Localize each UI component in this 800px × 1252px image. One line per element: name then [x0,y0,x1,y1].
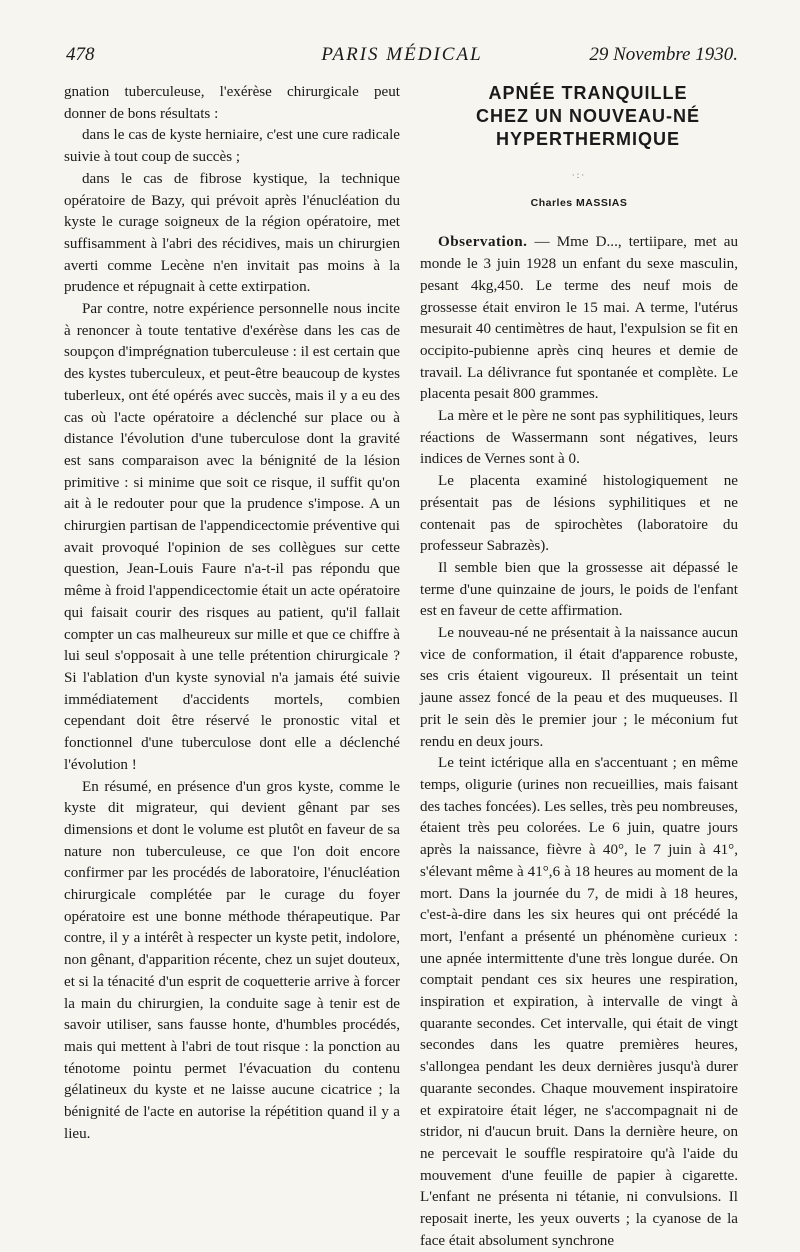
right-column [420,82,738,1252]
journal-title: PARIS MÉDICAL [321,44,483,65]
title-line: CHEZ UN NOUVEAU-NÉ [475,106,700,126]
running-header [66,44,738,72]
title-line: APNÉE TRANQUILLE [488,83,688,103]
title-line: HYPERTHERMIQUE [495,129,680,149]
ornament: ·:· [571,170,587,180]
observation-paragraph [420,232,738,406]
issue-date: 29 Novembre 1930. [589,44,738,65]
left-column [64,82,400,1145]
page-number: 478 [66,44,95,65]
paragraph: dans le cas de kyste herniaire, c'est une cure radicale suivie à tout coup de succès ; [64,127,400,166]
paragraph: Le teint ictérique alla en s'accentuant ; en même temps, oligurie (urines non recueillies, mais faisant des taches foncées). Les selles, très peu nombreuses, étaient très peu colorées. Le 6 juin, quatre jours après la naissance, fièvre à 40°, le 7 juin à 41°, s'élevant même à 41°,6 à 18 heures au moment de la mort. Dans la journée du 7, de midi à 18 heures, c'est-à-dire dans les six heures qui ont précédé la mort, l'enfant a présenté un phénomène curieux : une apnée intermittente d'une très longue durée. On comptait pendant ces six heures une respiration, inspiration et expiration, à intervalle de vingt à quarante secondes. Cet intervalle, qui était de vingt secondes dans les quatre premières heures, s'allongea pendant les deux dernières jusqu'à durer quarante secondes. Chaque mouvement inspiratoire et expiratoire était léger, ne s'accompagnait ni de stridor, ni d'aucun bruit. Dans la dernière heure, on ne percevait le souffle respiratoire qu'à l'aide du mouvement d'une feuille de papier à cigarette. L'enfant ne présenta ni tétanie, ni convulsions. Il reposait inerte, les yeux ouverts ; la cyanose de la face était absolument synchrone [420,755,738,1249]
paragraph: Le nouveau-né ne présentait à la naissance aucun vice de conformation, il était d'apparence robuste, ses cris étaient vigoureux. Il présentait un teint jaune assez foncé de la peau et des muqueuses. Il prit le sein dès le premier jour ; le méconium fut rendu en deux jours. [420,625,738,750]
observation-text: — Mme D..., tertiipare, met au monde le 3 juin 1928 un enfant du sexe masculin, pesant 4kg,450. Le terme des neuf mois de grossesse était environ le 15 mai. A terme, l'utérus mesurait 40 centimètres de haut, l'expulsion se fit en occipito-pubienne après cinq heures et demie de travail. La délivrance fut spontanée et complète. Le placenta pesait 800 grammes. [420,234,738,403]
article-title [420,82,738,151]
paragraph: Par contre, notre expérience personnelle nous incite à renoncer à toute tentative d'exérèse dans les cas de soupçon d'imprégnation tuberculeuse : il est certain que des kystes tuberculeux, et peut-être beaucoup de kystes tuberleux, ont été opérés avec succès, mais il y a eu des cas où l'acte opératoire a déclenché sur place ou à distance l'évolution d'une tuberculose dont la gravité est sans comparaison avec la bénignité de la lésion primitive : si minime que soit ce risque, il suffit qu'on ait à le redouter pour que la prudence s'impose. A un chirurgien partisan de l'appendicectomie préventive qui avait provoqué l'opinion de ses collègues sur cette question, Jean-Louis Faure n'a-t-il pas répondu que même à froid l'appendicectomie était un acte opératoire qui faisait courir des risques au patient, qu'il fallait compter un cas malheureux sur mille et que ce chiffre à lui seul s'opposait à une telle prétention chirurgicale ? Si l'ablation d'un kyste synovial n'a jamais été suivie immédiatement d'accidents mortels, combien cependant doit être réservé le pronostic vital et fonctionnel d'une tuberculose dont elle a déclenché l'évolution ! [64,301,400,773]
paragraph: Le placenta examiné histologiquement ne présentait pas de lésions syphilitiques et ne contenait pas de spirochètes (laboratoire du professeur Sabrazès). [420,473,738,555]
paragraph: gnation tuberculeuse, l'exérèse chirurgicale peut donner de bons résultats : [64,84,400,122]
author-name: Charles MASSIAS [530,196,628,209]
paragraph: Il semble bien que la grossesse ait dépassé le terme d'une quinzaine de jours, le poids de l'enfant est en faveur de cette affirmation. [420,559,738,620]
paragraph: En résumé, en présence d'un gros kyste, comme le kyste dit migrateur, qui devient gênant par ses dimensions et dont le volume est plutôt en faveur de sa nature non tuberculeuse, ce que l'on doit encore confirmer par les procédés de laboratoire, l'énucléation chirurgicale complétée par le curage du foyer opératoire est une bonne méthode thérapeutique. Par contre, il y a intérêt à respecter un kyste petit, indolore, non gênant, d'apparition récente, chez un sujet douteux, et si la ténacité d'un esprit de coquetterie arrive à forcer la main du chirurgien, la conduite sage à tenir est de savoir utiliser, sans fausse honte, d'humbles procédés, mais qui mettent à l'abri de tout risque : la ponction au ténotome pointu permet l'évacuation du contenu gélatineux du kyste et ne laisse aucune cicatrice ; la bénignité de l'acte en autorise la répétition quand il y a lieu. [64,778,400,1142]
paragraph: dans le cas de fibrose kystique, la technique opératoire de Bazy, qui prévoit après l'énucléation du kyste le curage soigneux de la région opératoire, met suffisamment à l'abri des récidives, mais un chirurgien averti comme Lecène n'en invitait pas moins à la prudence et répugnait à cette extirpation. [64,170,400,296]
paragraph: La mère et le père ne sont pas syphilitiques, leurs réactions de Wassermann sont négatives, leurs indices de Vernes sont à 0. [420,408,738,468]
observation-label: Observation. [438,234,528,251]
